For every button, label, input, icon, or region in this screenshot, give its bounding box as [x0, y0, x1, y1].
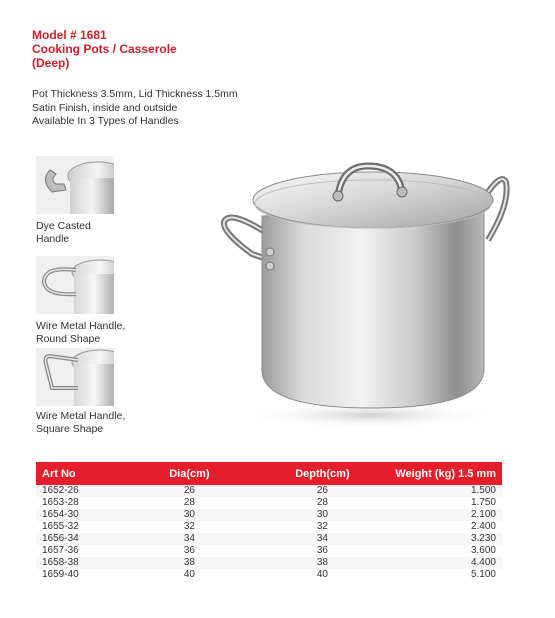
table-row: 1653-28 28 28 1.750 — [36, 497, 502, 509]
handle-caption-wire-round: Wire Metal Handle, Round Shape — [36, 320, 126, 345]
table-row: 1656-34 34 34 3.230 — [36, 533, 502, 545]
table-row: 1658-38 38 38 4.400 — [36, 557, 502, 569]
handle-photo-dye-casted — [36, 156, 114, 214]
col-art-no: Art No — [36, 462, 123, 485]
product-photo-stock-pot — [210, 160, 530, 430]
table-row: 1659-40 40 40 5.100 — [36, 569, 502, 581]
table-row: 1654-30 30 30 2.100 — [36, 509, 502, 521]
product-title — [32, 28, 177, 70]
handle-caption-dye-casted: Dye Casted Handle — [36, 220, 91, 245]
table-row: 1655-32 32 32 2.400 — [36, 521, 502, 533]
spec-thickness: Pot Thickness 3.5mm, Lid Thickness 1.5mm — [32, 88, 238, 100]
col-depth: Depth(cm) — [256, 462, 390, 485]
table-header-row — [36, 462, 502, 485]
spec-finish: Satin Finish, inside and outside — [32, 101, 178, 114]
spec-handles: Available In 3 Types of Handles — [32, 115, 179, 127]
model-number: Model # 1681 — [32, 28, 107, 42]
handle-photo-wire-round — [36, 256, 114, 314]
size-table — [36, 462, 502, 581]
table-row: 1657-36 36 36 3.600 — [36, 545, 502, 557]
handle-caption-wire-square: Wire Metal Handle, Square Shape — [36, 410, 126, 435]
table-row: 1652-26 26 26 1.500 — [36, 485, 502, 497]
col-diameter: Dia(cm) — [123, 462, 255, 485]
handle-photo-wire-square — [36, 348, 114, 406]
spec-list — [32, 88, 238, 129]
product-variant: (Deep) — [32, 56, 70, 70]
product-name: Cooking Pots / Casserole — [32, 42, 177, 56]
col-weight: Weight (kg) 1.5 mm — [389, 462, 502, 485]
